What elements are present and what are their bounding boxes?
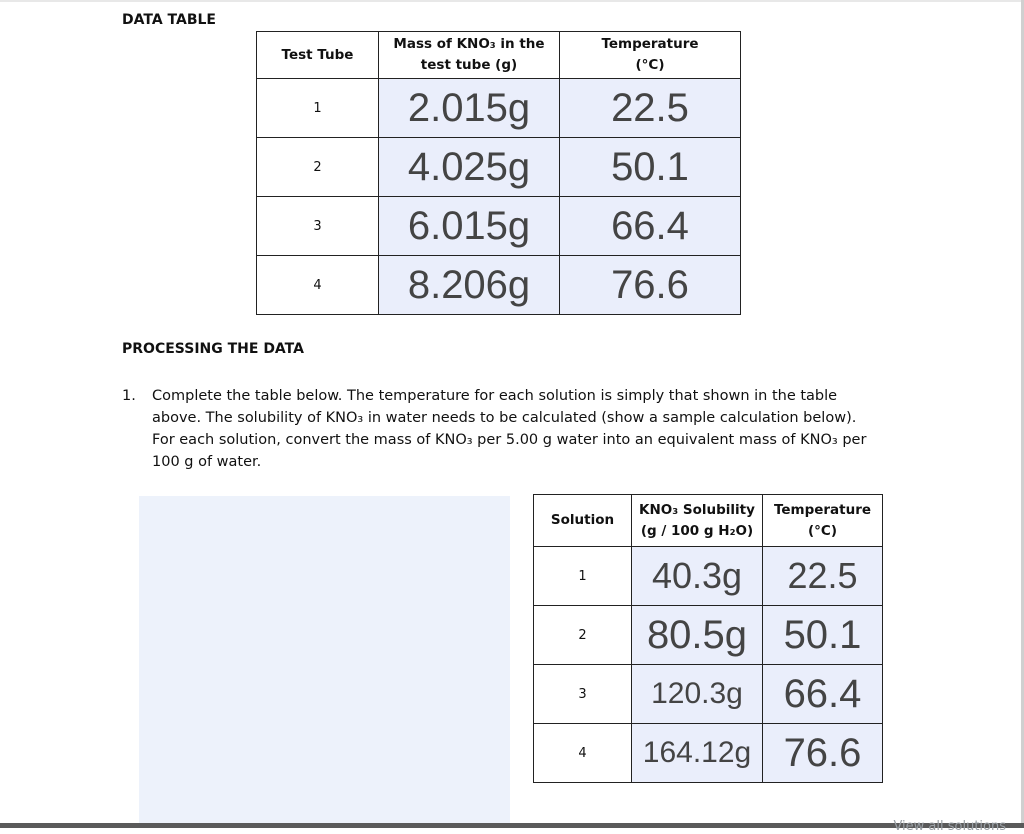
table-row <box>534 547 883 606</box>
solution-number: 3 <box>534 665 632 724</box>
solution-number: 4 <box>534 724 632 783</box>
bottom-bar <box>0 823 1024 828</box>
solubility-cell[interactable]: 40.3g <box>632 547 763 606</box>
tube-number: 4 <box>257 256 379 315</box>
header-solution: Solution <box>534 495 632 547</box>
question-text: Complete the table below. The temperature for each solution is simply that shown in the table above. The solubility of KNO₃ in water needs to be calculated (show a sample calculation below). For each solution, convert the mass of KNO₃ per 5.00 g water into an equivalent mass of KNO₃ per 100 g of water. <box>152 388 867 470</box>
header-mass: Mass of KNO₃ in the test tube (g) <box>379 32 560 79</box>
tube-number: 1 <box>257 79 379 138</box>
data-table-heading: DATA TABLE <box>122 12 216 28</box>
table-row <box>257 79 741 138</box>
solubility-cell[interactable]: 80.5g <box>632 606 763 665</box>
solution-number: 1 <box>534 547 632 606</box>
solubility-cell[interactable]: 164.12g <box>632 724 763 783</box>
header-solubility: KNO₃ Solubility (g / 100 g H₂O) <box>632 495 763 547</box>
mass-cell[interactable]: 2.015g <box>379 79 560 138</box>
table-header-row <box>534 495 883 547</box>
temperature-cell[interactable]: 76.6 <box>560 256 741 315</box>
solubility-table <box>533 494 883 783</box>
page-top-edge <box>0 0 1024 2</box>
data-table <box>256 31 741 315</box>
processing-heading: PROCESSING THE DATA <box>122 341 304 357</box>
table-row <box>534 606 883 665</box>
solution-number: 2 <box>534 606 632 665</box>
table-row <box>257 197 741 256</box>
temperature-cell[interactable]: 50.1 <box>560 138 741 197</box>
header-temperature: Temperature (°C) <box>763 495 883 547</box>
sample-calculation-box[interactable] <box>139 496 510 828</box>
table-header-row <box>257 32 741 79</box>
question-number: 1. <box>122 388 136 404</box>
table-row <box>534 724 883 783</box>
solubility-cell[interactable]: 120.3g <box>632 665 763 724</box>
tube-number: 2 <box>257 138 379 197</box>
question-1 <box>122 385 882 473</box>
view-all-solutions-link[interactable]: View all solutions <box>893 819 1006 834</box>
temperature-cell[interactable]: 22.5 <box>560 79 741 138</box>
mass-cell[interactable]: 8.206g <box>379 256 560 315</box>
table-row <box>257 138 741 197</box>
temperature-cell[interactable]: 50.1 <box>763 606 883 665</box>
tube-number: 3 <box>257 197 379 256</box>
table-row <box>534 665 883 724</box>
temperature-cell[interactable]: 76.6 <box>763 724 883 783</box>
mass-cell[interactable]: 4.025g <box>379 138 560 197</box>
table-row <box>257 256 741 315</box>
temperature-cell[interactable]: 66.4 <box>560 197 741 256</box>
temperature-cell[interactable]: 22.5 <box>763 547 883 606</box>
mass-cell[interactable]: 6.015g <box>379 197 560 256</box>
header-test-tube: Test Tube <box>257 32 379 79</box>
header-temperature: Temperature (°C) <box>560 32 741 79</box>
temperature-cell[interactable]: 66.4 <box>763 665 883 724</box>
